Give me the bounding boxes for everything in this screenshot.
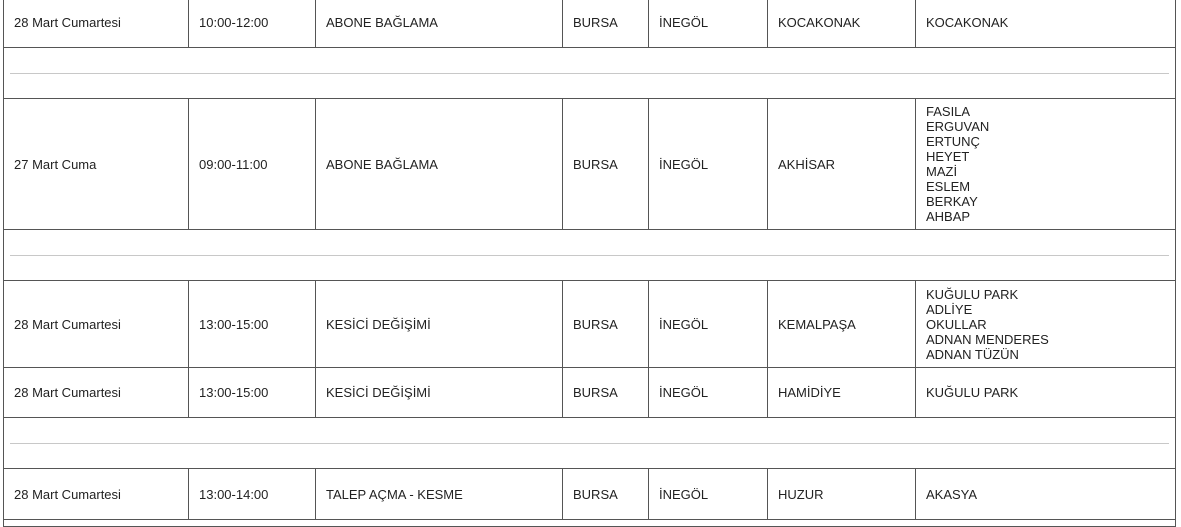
neighborhood-cell: HUZUR	[768, 469, 916, 520]
street-item: KUĞULU PARK	[926, 385, 1019, 400]
city-cell: BURSA	[563, 281, 649, 368]
neighborhood-cell: KOCAKONAK	[768, 0, 916, 48]
district-cell: İNEGÖL	[649, 99, 768, 230]
street-item: KUĞULU PARK	[926, 286, 1019, 302]
outage-table	[3, 0, 1176, 527]
street-item: MAZİ	[926, 164, 958, 179]
street-item: ADLİYE	[926, 301, 973, 317]
street-item: ADNAN MENDERES	[926, 331, 1049, 347]
date-cell: 28 Mart Cumartesi	[4, 469, 189, 520]
time-cell: 10:00-12:00	[189, 0, 316, 48]
streets-cell	[916, 281, 1176, 368]
table-row	[4, 0, 1176, 48]
street-item: KOCAKONAK	[926, 14, 1009, 30]
street-item: HEYET	[926, 149, 970, 164]
city-cell: BURSA	[563, 0, 649, 48]
separator-row	[4, 48, 1176, 99]
table-row	[4, 520, 1176, 527]
date-cell: 28 Mart Cumartesi	[4, 0, 189, 48]
table-row	[4, 99, 1176, 230]
streets-cell	[916, 469, 1176, 520]
street-item: ESLEM	[926, 179, 971, 194]
time-cell: 13:00-15:00	[189, 368, 316, 418]
neighborhood-cell: HAMİDİYE	[768, 368, 916, 418]
street-item: BERKAY	[926, 194, 978, 209]
street-item: AHBAP	[926, 209, 971, 224]
streets-cell	[916, 99, 1176, 230]
table-row	[4, 281, 1176, 368]
streets-cell	[916, 0, 1176, 48]
street-item: ERGUVAN	[926, 119, 990, 134]
separator-line	[10, 255, 1169, 256]
street-item: ERTUNÇ	[926, 134, 980, 149]
separator-line	[10, 443, 1169, 444]
time-cell: 09:00-11:00	[189, 99, 316, 230]
separator-line	[10, 73, 1169, 74]
streets-cell	[916, 368, 1176, 418]
street-item: OKULLAR	[926, 316, 987, 332]
city-cell: BURSA	[563, 99, 649, 230]
district-cell: İNEGÖL	[649, 0, 768, 48]
time-cell: 13:00-14:00	[189, 469, 316, 520]
work-type-cell: KESİCİ DEĞİŞİMİ	[316, 368, 563, 418]
date-cell: 27 Mart Cuma	[4, 99, 189, 230]
district-cell: İNEGÖL	[649, 281, 768, 368]
city-cell: BURSA	[563, 469, 649, 520]
street-item: FASILA	[926, 104, 971, 119]
district-cell: İNEGÖL	[649, 368, 768, 418]
work-type-cell: ABONE BAĞLAMA	[316, 99, 563, 230]
date-cell: 28 Mart Cumartesi	[4, 281, 189, 368]
table-row	[4, 469, 1176, 520]
separator-row	[4, 230, 1176, 281]
separator-row	[4, 418, 1176, 469]
work-type-cell: TALEP AÇMA - KESME	[316, 469, 563, 520]
time-cell: 13:00-15:00	[189, 281, 316, 368]
table-row	[4, 368, 1176, 418]
street-item: AKASYA	[926, 486, 978, 502]
city-cell: BURSA	[563, 368, 649, 418]
date-cell: 28 Mart Cumartesi	[4, 368, 189, 418]
neighborhood-cell: AKHİSAR	[768, 99, 916, 230]
street-item: ADNAN TÜZÜN	[926, 346, 1019, 362]
work-type-cell: KESİCİ DEĞİŞİMİ	[316, 281, 563, 368]
district-cell: İNEGÖL	[649, 469, 768, 520]
neighborhood-cell: KEMALPAŞA	[768, 281, 916, 368]
work-type-cell: ABONE BAĞLAMA	[316, 0, 563, 48]
